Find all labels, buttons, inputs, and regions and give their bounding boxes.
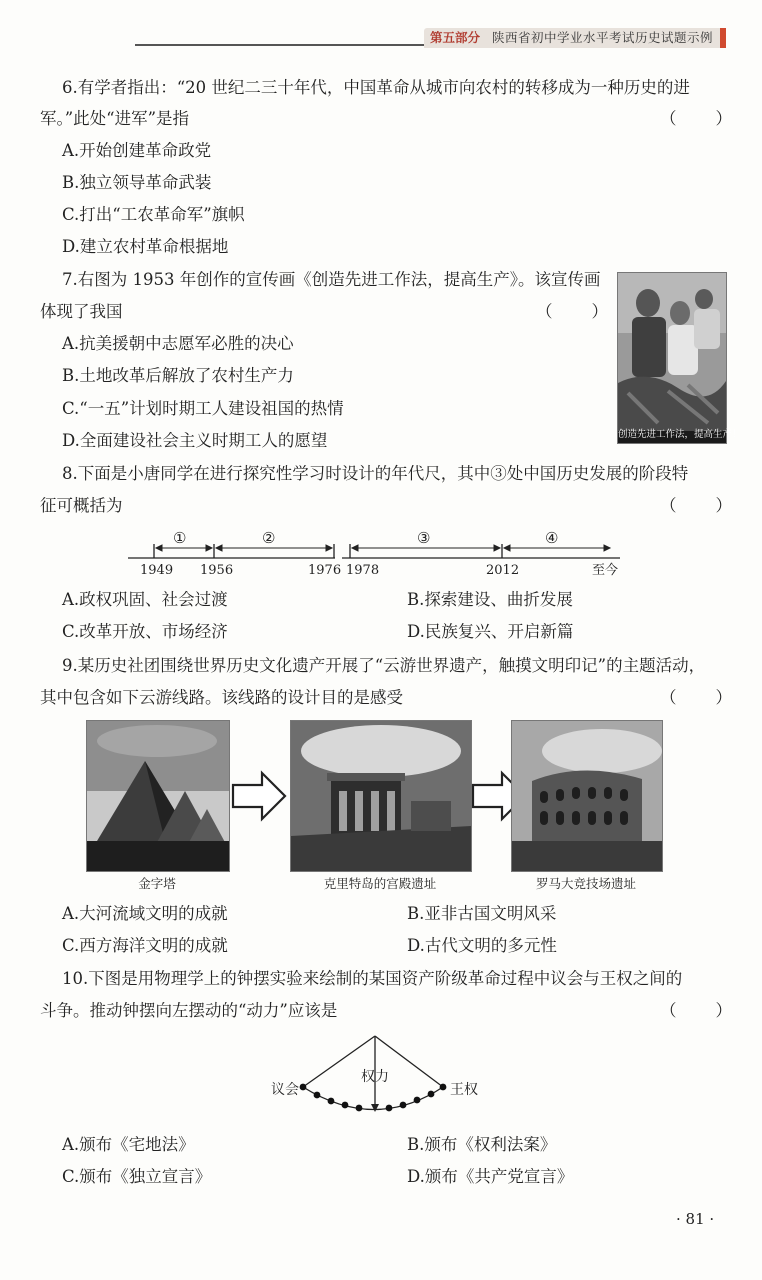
segment-label-2: ②	[262, 529, 276, 547]
segment-3-arrow-right	[494, 545, 500, 551]
segment-label-4: ④	[545, 529, 559, 547]
year-1976: 1976	[308, 563, 342, 578]
q10-option-b: B.颁布《权利法案》	[407, 1135, 557, 1154]
year-1956: 1956	[200, 563, 234, 578]
header-tag	[424, 28, 722, 48]
crete-palace-illustration	[291, 721, 471, 871]
q7-answer-bracket: （ ）	[536, 302, 610, 321]
year-1978: 1978	[346, 563, 380, 578]
header-accent-bar	[720, 28, 726, 48]
q9-answer-bracket: （ ）	[660, 688, 734, 707]
segment-2-arrow-left	[216, 545, 222, 551]
q8-option-b: B.探索建设、曲折发展	[407, 590, 573, 609]
pyramids-illustration	[87, 721, 229, 871]
q8-answer-bracket: （ ）	[660, 496, 734, 515]
q7-option-b: B.土地改革后解放了农村生产力	[62, 366, 294, 385]
segment-label-3: ③	[417, 529, 431, 547]
q6-option-c: C.打出“工农革命军”旗帜	[62, 205, 245, 224]
q9-stem-line2: 其中包含如下云游线路。该线路的设计目的是感受	[40, 688, 403, 707]
segment-4-arrow-left	[504, 545, 510, 551]
q9-option-b: B.亚非古国文明风采	[407, 904, 557, 923]
segment-1-arrow-left	[156, 545, 162, 551]
colosseum-illustration	[512, 721, 662, 871]
caption-colosseum: 罗马大竞技场遗址	[535, 876, 636, 891]
q6-option-a: A.开始创建革命政党	[62, 141, 212, 160]
q10-option-a: A.颁布《宅地法》	[62, 1135, 195, 1154]
route-arrow-1	[230, 770, 288, 822]
page-number: · 81 ·	[676, 1210, 715, 1228]
q8-option-d: D.民族复兴、开启新篇	[407, 622, 574, 641]
q8-option-c: C.改革开放、市场经济	[62, 622, 228, 641]
crete-palace-image	[290, 720, 472, 872]
q8-stem-line2: 征可概括为	[40, 496, 123, 515]
pendulum-arrowhead	[371, 1104, 379, 1112]
pendulum-center-label: 权力	[361, 1069, 389, 1085]
poster-illustration	[618, 273, 742, 443]
pendulum-left-label: 议会	[271, 1082, 299, 1098]
q7-option-d: D.全面建设社会主义时期工人的愿望	[62, 431, 328, 450]
pyramids-image	[86, 720, 230, 872]
q6-stem-line1: 6.有学者指出：“20 世纪二三十年代，中国革命从城市向农村的转移成为一种历史的进	[62, 78, 690, 97]
caption-pyramids: 金字塔	[138, 876, 176, 891]
q6-option-d: D.建立农村革命根据地	[62, 237, 229, 256]
q7-option-c: C.“一五”计划时期工人建设祖国的热情	[62, 399, 344, 418]
q10-option-d: D.颁布《共产党宣言》	[407, 1167, 574, 1186]
q10-answer-bracket: （ ）	[660, 1001, 734, 1020]
year-2012: 2012	[486, 563, 520, 578]
colosseum-image	[511, 720, 663, 872]
segment-4-arrow-right	[604, 545, 610, 551]
q7-stem-line1: 7.右图为 1953 年创作的宣传画《创造先进工作法，提高生产》。该宣传画	[62, 270, 601, 289]
q9-stem-line1: 9.某历史社团围绕世界历史文化遗产开展了“云游世界遗产，触摸文明印记”的主题活动，	[62, 656, 706, 675]
segment-1-arrow-right	[206, 545, 212, 551]
q10-stem-line1: 10.下图是用物理学上的钟摆实验来绘制的某国资产阶级革命过程中议会与王权之间的	[62, 969, 683, 988]
q8-stem-line1: 8.下面是小唐同学在进行探究性学习时设计的年代尺，其中③处中国历史发展的阶段特	[62, 464, 689, 483]
segment-label-1: ①	[173, 529, 187, 547]
q6-answer-bracket: （ ）	[660, 109, 734, 128]
year-1949: 1949	[140, 563, 174, 578]
header-title: 陕西省初中学业水平考试历史试题示例	[492, 30, 714, 45]
q6-option-b: B.独立领导革命武装	[62, 173, 212, 192]
q10-stem-line2: 斗争。推动钟摆向左摆动的“动力”应该是	[40, 1001, 338, 1020]
propaganda-poster-image	[617, 272, 742, 444]
poster-caption: 创造先进工作法，提高生产！	[618, 429, 742, 440]
q9-option-c: C.西方海洋文明的成就	[62, 936, 228, 955]
q7-option-a: A.抗美援朝中志愿军必胜的决心	[62, 334, 294, 353]
segment-3-arrow-left	[352, 545, 358, 551]
caption-crete: 克里特岛的宫殿遗址	[323, 876, 437, 891]
q8-option-a: A.政权巩固、社会过渡	[62, 590, 228, 609]
q6-stem-line2: 军。”此处“进军”是指	[40, 109, 190, 128]
pendulum-right-label: 王权	[450, 1082, 478, 1098]
header-part: 第五部分	[430, 30, 481, 45]
segment-2-arrow-right	[326, 545, 332, 551]
q7-stem-line2: 体现了我国	[40, 302, 123, 321]
q9-option-a: A.大河流域文明的成就	[62, 904, 228, 923]
year-present: 至今	[592, 563, 619, 578]
q9-option-d: D.古代文明的多元性	[407, 936, 557, 955]
q10-option-c: C.颁布《独立宣言》	[62, 1167, 212, 1186]
